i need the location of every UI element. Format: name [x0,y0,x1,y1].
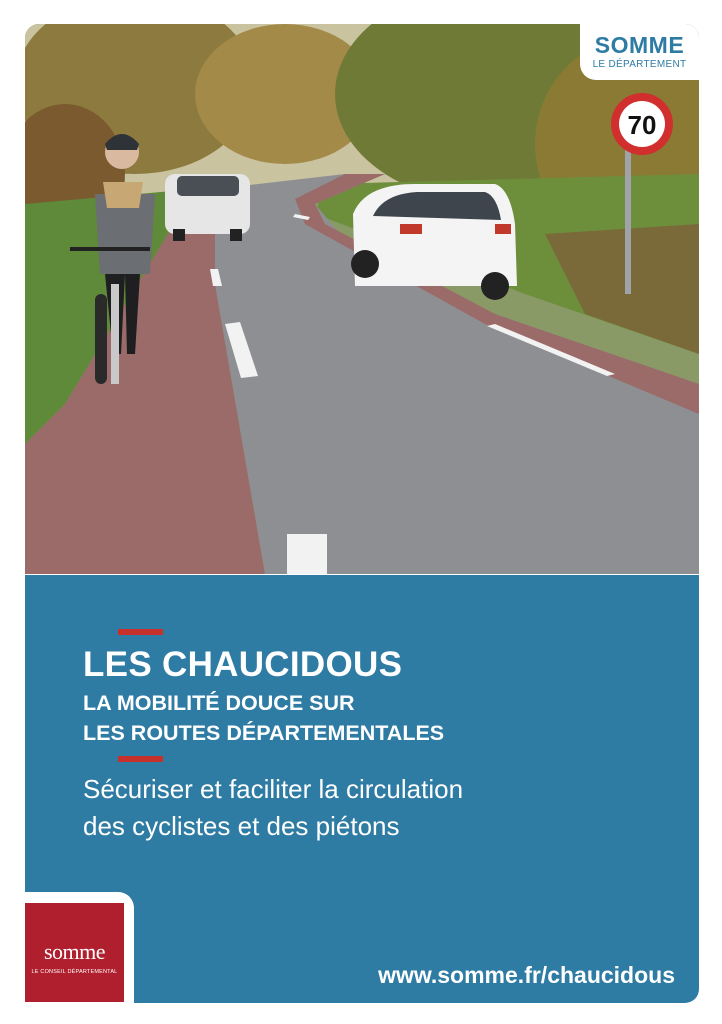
lead-line: Sécuriser et faciliter la circulation [83,774,464,804]
cover-photo [25,24,699,574]
speed-limit-sign-text: 70 [627,110,657,140]
lead-line: des cyclistes et des piétons [83,811,400,841]
accent-bar-bottom [118,756,163,762]
logo-bottom-subtitle: LE CONSEIL DÉPARTEMENTAL [31,969,118,975]
subtitle-line: LES ROUTES DÉPARTEMENTALES [83,721,445,745]
page-subtitle [83,688,444,748]
conseil-departemental-logo[interactable] [25,903,124,1002]
accent-bar-top [118,629,163,635]
road-scene-illustration [25,24,699,574]
lead-text [83,771,463,845]
website-link[interactable]: www.somme.fr/chaucidous [378,962,675,988]
logo-bottom-wordmark: somme [43,939,106,964]
logo-wordmark: SOMME [594,32,685,58]
page-title: LES CHAUCIDOUS [83,645,403,684]
subtitle-line: LA MOBILITÉ DOUCE SUR [83,691,355,715]
somme-department-logo[interactable] [580,24,699,80]
logo-subtitle: LE DÉPARTEMENT [592,59,687,70]
